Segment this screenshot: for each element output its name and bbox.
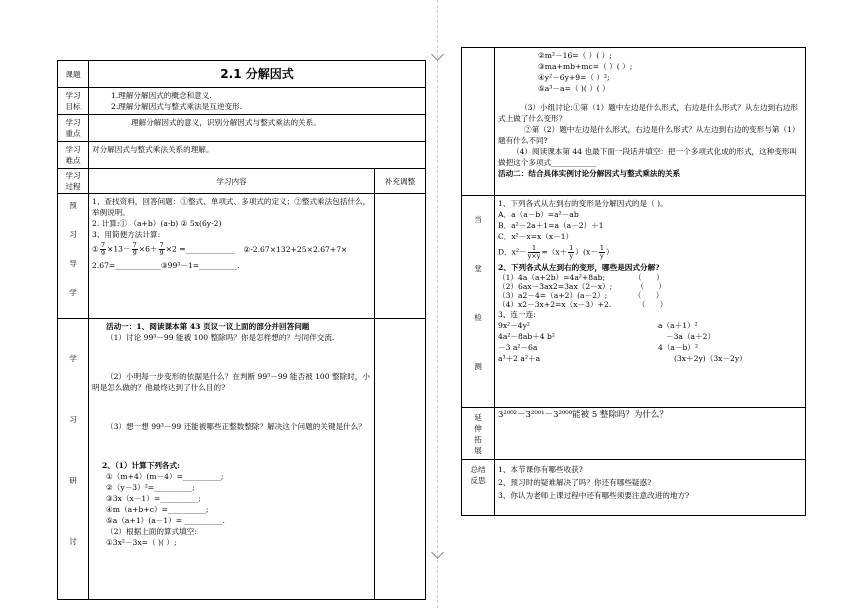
check-content: 1、下列各式从左到右的变形是分解因式的是（ )。 A．a（a－b）=a²－ab B．a²－2a＋1=a（a－2）＋1 C．x²－x=x（x－1） D．x²－ $\frac{1}{y\times y}$ =（x＋ $\frac{1}{y}$ ）(x－ $\frac{1}{y}$ ） 2、下列各式从左到右的变形，哪些是因式分解? （1）4a（a+2b）=4a²+8ab; （ ） （2）6ax－3ax2=3ax（2－x）; （ ） （3）a2－4=（a+2）(a－2）; （ ） （4）x2－3x+2=x（x－3）+2. （ ） 3、连一连: 9x²－4y² a（a＋1）² 4a²－8ab＋4 b² －3a（a＋2） －3 a²－6a 4（a－b）² a³＋2 a²＋a (3x＋2y)（3x－2y） bbox=[495, 196, 806, 408]
supplement-header: 补充调整 bbox=[375, 169, 426, 194]
summary-label: 总结 反思 bbox=[462, 460, 495, 516]
ext-content: 3²⁰⁰²－3²⁰⁰¹－3²⁰⁰⁰能被 5 整除吗？为什么？ bbox=[495, 408, 806, 460]
keypoint: 理解分解因式的意义，识别分解因式与整式乘法的关系。 bbox=[89, 115, 426, 142]
study-content: 活动一：1、阅读课本第 43 页议一议上面的部分并回答问题 （1）讨论 99³－99 能被 100 整除吗？你是怎样想的？与同伴交流. （2）小明每一步变形的依据是什么？在判断 99³－99 能否被 100 整除时，小明是怎么做的？他最终达到了什么目的? （3）想一想 99³－99 还能被哪些正整数整除？解决这个问题的关键是什么？ 2、（1）计算下列各式: ①（m+4）(m－4）=__________; ②（y－3）²=__________; ③3x（x－1）=__________; ④m（a+b+c）=__________; ⑤a（a+1）(a－1）= __________. （2）根据上面的算式填空: ①3x²－3x=（ )( ）; bbox=[89, 319, 375, 600]
simplify-formula: ① $\frac{7}{9}$ ×13－ $\frac{7}{9}$ ×6＋ $\frac{7}{9}$ ×2 =_____________ ②-2.67×132+25×2.67+7× bbox=[92, 241, 348, 257]
content-header: 学习内容 bbox=[89, 169, 375, 194]
fold-mark-top bbox=[431, 48, 444, 61]
difficulty: 对分解因式与整式乘法关系的理解。 bbox=[89, 142, 426, 169]
left-lesson-table bbox=[57, 60, 426, 600]
objectives: 1.理解分解因式的概念和意义. 2.理解分解因式与整式乘法是互逆变形. bbox=[89, 88, 426, 115]
preview-label: 预 习 导 学 bbox=[58, 194, 89, 319]
summary-content: 1、本节课你有哪些收获? 2、预习时的疑难解决了吗？你还有哪些疑惑? 3、你认为老师上课过程中还有哪些须要注意改进的地方? bbox=[495, 460, 806, 516]
keypoint-label: 学习 重点 bbox=[58, 115, 89, 142]
fold-line bbox=[437, 0, 438, 608]
cont-label-cell bbox=[462, 48, 495, 196]
ext-label: 延 伸 拓 展 bbox=[462, 408, 495, 460]
right-continued-content: ②m²－16=（ ）( ）; ③ma+mb+mc=（ ）( ）; ④y²－6y+9=（ ）²; ⑤a³－a=（ )( ）( ） （3）小组讨论:①第（1）题中左边是什么形式，右边是什么形式？从左边到右边形式上做了什么变形？ ②第（2）题中左边是什么形式，右边是什么形式？从左边到右边的变形与第（1）题有什么不同? （4）阅读课本第 44 也最下面一段话并填空：把一个多项式化成的形式，这种变形叫做把这个多项式____________ 活动二：结合具体实例讨论分解因式与整式乘法的关系 bbox=[495, 48, 806, 196]
study-label: 学 习 研 讨 bbox=[58, 319, 89, 600]
difficulty-label: 学习 难点 bbox=[58, 142, 89, 169]
study-supplement bbox=[375, 319, 426, 600]
fold-mark-bottom bbox=[431, 546, 444, 559]
process-label: 学习 过程 bbox=[58, 169, 89, 194]
right-lesson-table bbox=[461, 47, 806, 516]
preview-content: 1、查找资料，回答问题：①整式、单项式、多项式的定义；②整式乘法包括什么，举例说明。 2. 计算:① （a+b）(a-b) ② 5x(6y-2) 3、用简便方法计算: ① $\frac{7}{9}$ ×13－ $\frac{7}{9}$ ×6＋ $\frac{7}{9}$ ×2 =_____________ ②-2.67×132+25×2.67+7× 2.67=____________③99³－1=__________. bbox=[89, 194, 375, 319]
page-title: 2.1 分解因式 bbox=[89, 61, 426, 88]
title-label: 课题 bbox=[58, 61, 89, 88]
preview-supplement bbox=[375, 194, 426, 319]
objectives-label: 学习 目标 bbox=[58, 88, 89, 115]
option-d: D．x²－ $\frac{1}{y\times y}$ =（x＋ $\frac{1}{y}$ ）(x－ $\frac{1}{y}$ ） bbox=[498, 244, 614, 260]
check-label: 当 堂 检 测 bbox=[462, 196, 495, 408]
